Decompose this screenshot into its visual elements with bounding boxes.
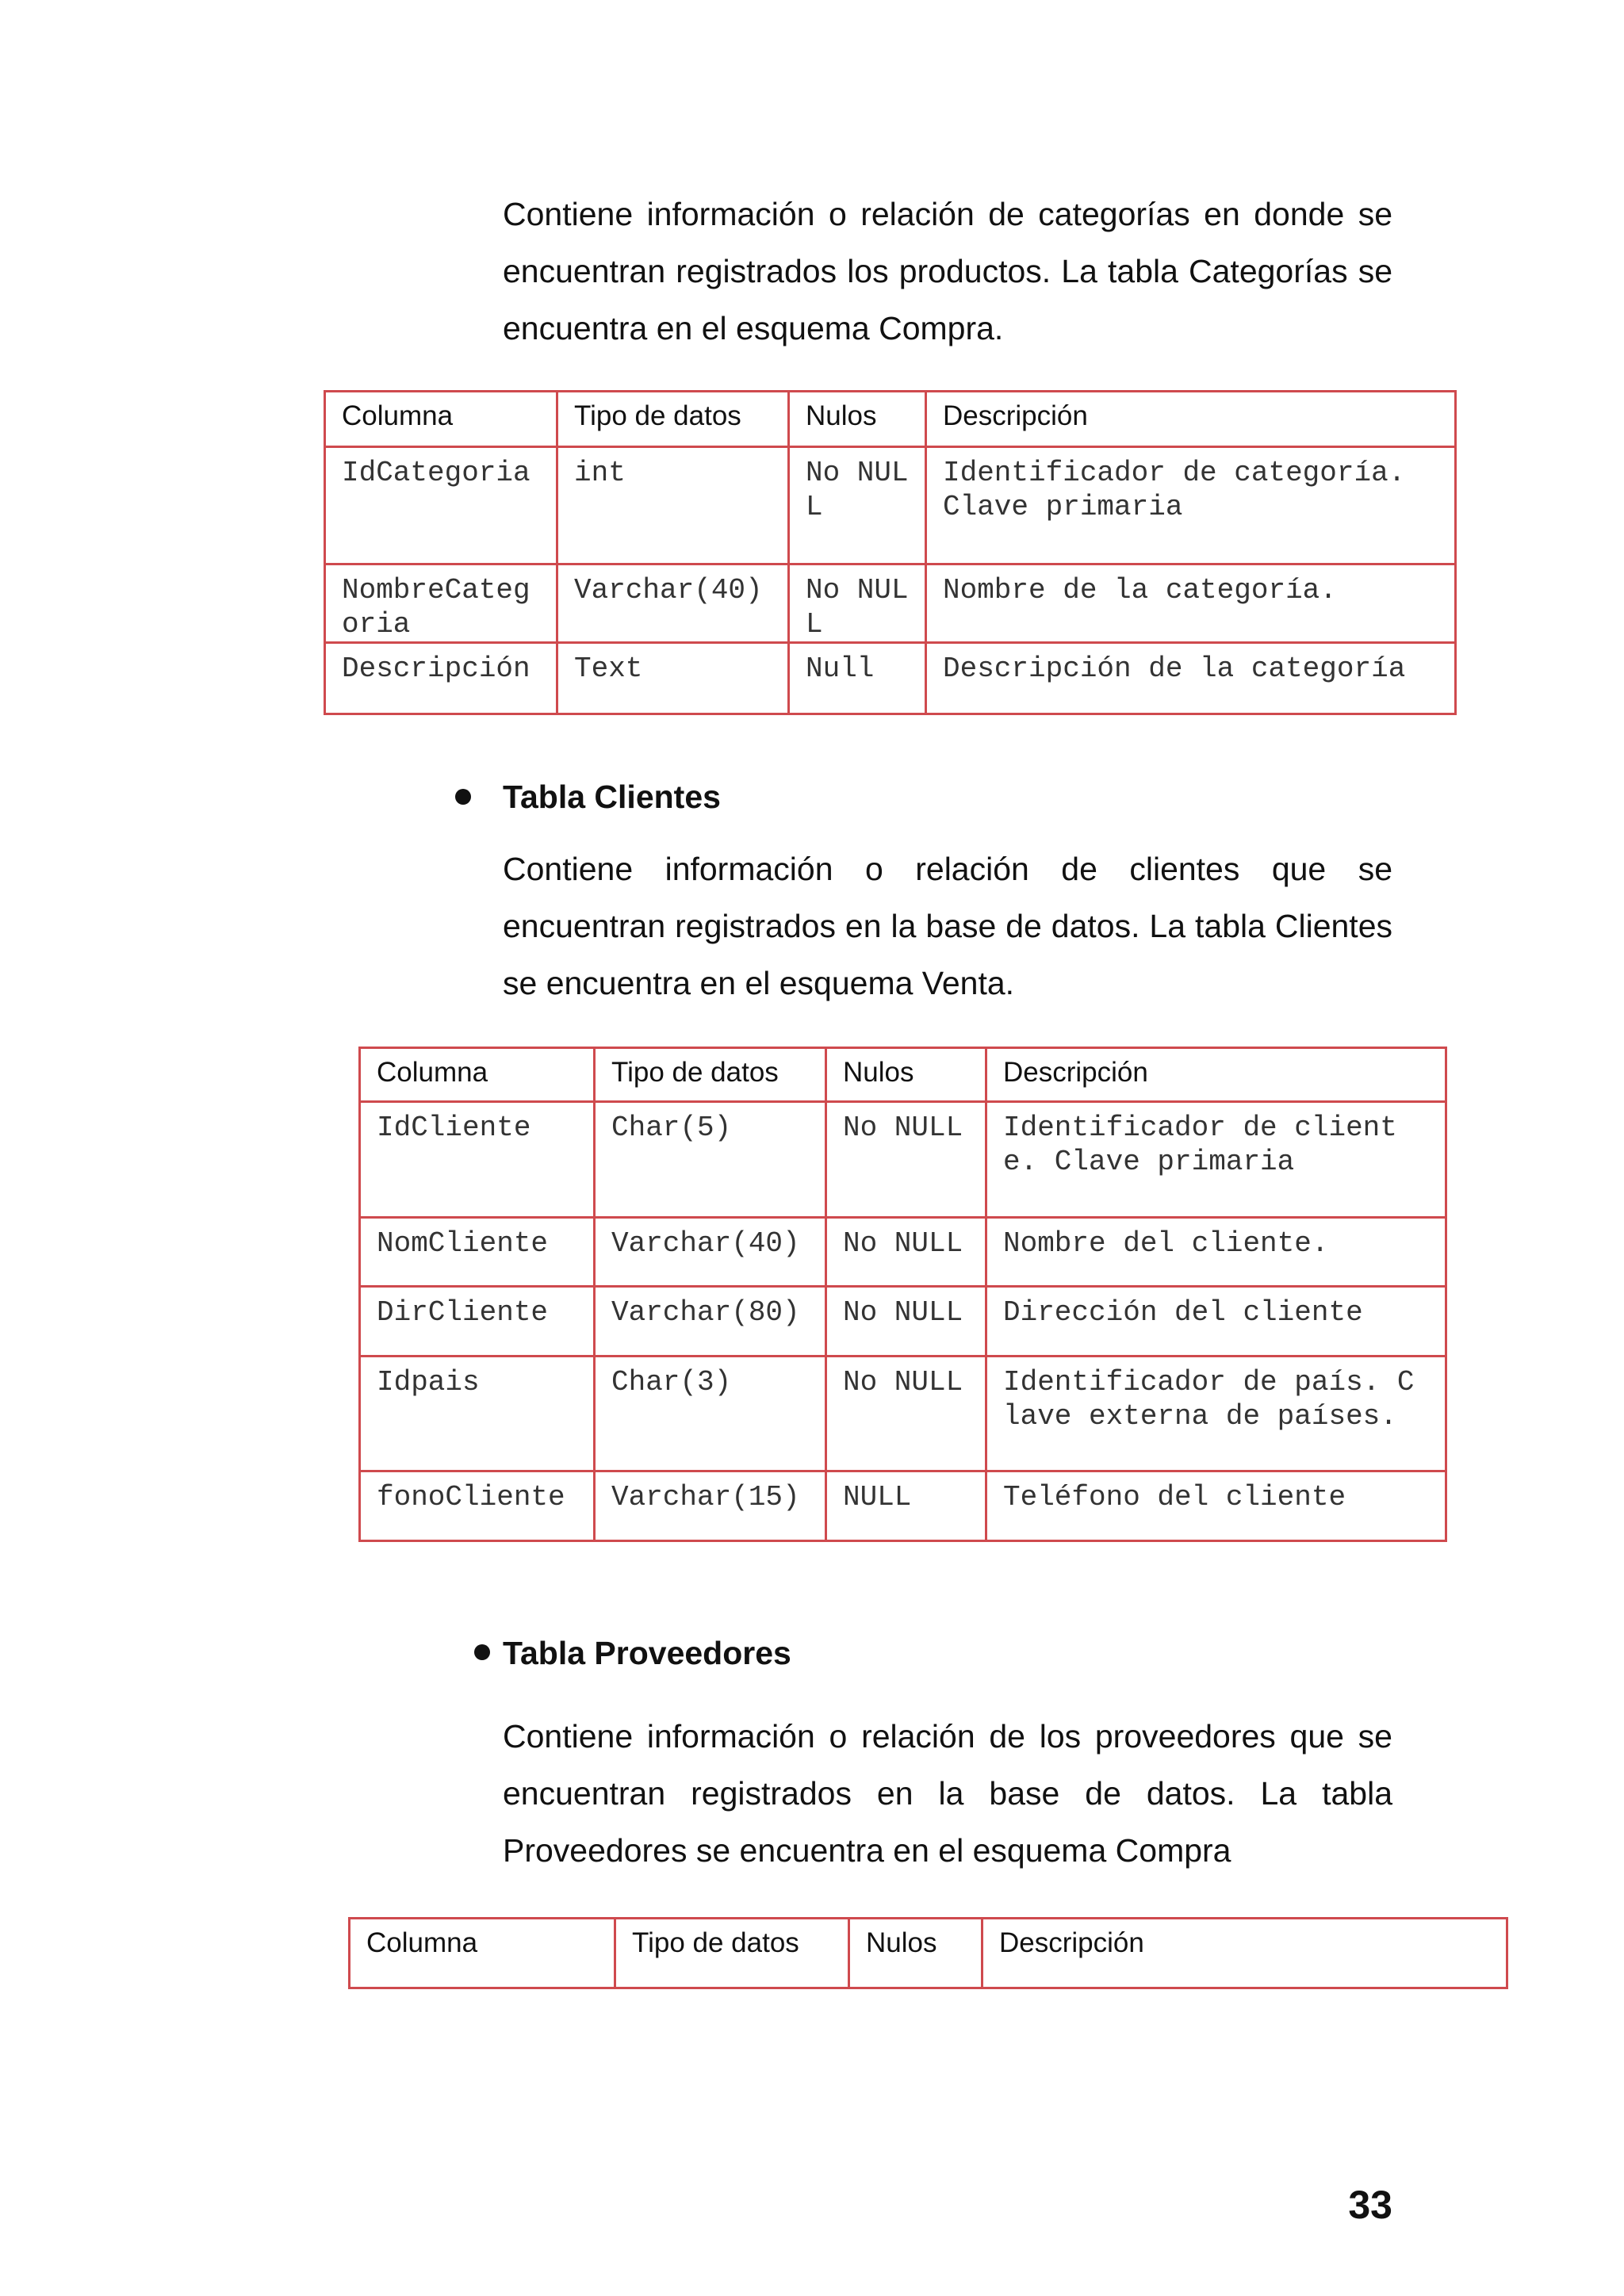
header-cell: Descripción (926, 392, 1456, 447)
categorias-intro: Contiene información o relación de categorías en donde se encuentran registrados los productos. La tabla Categorías se encuentra en el esquema Compra. (503, 196, 1392, 346)
table-cell: Nombre de la categoría. (926, 564, 1456, 643)
table-cell: Idpais (360, 1357, 595, 1471)
table-cell: IdCategoria (325, 447, 557, 564)
table-cell: Dirección del cliente (986, 1287, 1446, 1357)
table-cell: Descripción de la categoría (926, 643, 1456, 714)
table-cell: DirCliente (360, 1287, 595, 1357)
table-cell: int (557, 447, 789, 564)
table-cell: Identificador de categoría. Clave primaria (926, 447, 1456, 564)
table-cell: Varchar(40) (595, 1218, 826, 1287)
header-cell: Columna (325, 392, 557, 447)
header-cell: Descripción (982, 1919, 1507, 1988)
table-row (360, 1287, 1446, 1357)
bullet-icon (455, 789, 471, 805)
table-cell: Identificador de cliente. Clave primaria (986, 1102, 1446, 1218)
clientes-table (358, 1047, 1447, 1542)
bullet-icon (474, 1644, 490, 1660)
table-cell: Teléfono del cliente (986, 1471, 1446, 1541)
header-cell: Nulos (849, 1919, 982, 1988)
header-cell: Tipo de datos (615, 1919, 849, 1988)
header-cell: Columna (350, 1919, 615, 1988)
categorias-table (324, 390, 1457, 715)
table-row (325, 564, 1456, 643)
clientes-heading: Tabla Clientes (503, 779, 721, 815)
table-header-row (360, 1048, 1446, 1102)
header-cell: Tipo de datos (557, 392, 789, 447)
table-cell: Text (557, 643, 789, 714)
header-cell: Nulos (789, 392, 926, 447)
header-cell: Columna (360, 1048, 595, 1102)
table-row (360, 1218, 1446, 1287)
table-row (360, 1471, 1446, 1541)
page-number: 33 (1348, 2183, 1392, 2227)
table-cell: Varchar(40) (557, 564, 789, 643)
table-cell: Identificador de país. Clave externa de países. (986, 1357, 1446, 1471)
table-cell: Nombre del cliente. (986, 1218, 1446, 1287)
table-cell: IdCliente (360, 1102, 595, 1218)
table-row (360, 1357, 1446, 1471)
table-cell: Null (789, 643, 926, 714)
table-cell: Varchar(15) (595, 1471, 826, 1541)
proveedores-intro: Contiene información o relación de los proveedores que se encuentran registrados en la base de datos. La tabla Proveedores se encuentra en el esquema Compra (503, 1718, 1392, 1869)
table-cell: No NULL (826, 1102, 986, 1218)
table-row (325, 643, 1456, 714)
table-header-row (325, 392, 1456, 447)
table-row (360, 1102, 1446, 1218)
table-cell: Descripción (325, 643, 557, 714)
table-cell: fonoCliente (360, 1471, 595, 1541)
header-cell: Nulos (826, 1048, 986, 1102)
table-cell: No NULL (826, 1218, 986, 1287)
table-cell: NombreCategoria (325, 564, 557, 643)
proveedores-table (348, 1917, 1508, 1989)
table-cell: No NULL (826, 1357, 986, 1471)
header-cell: Tipo de datos (595, 1048, 826, 1102)
table-header-row (350, 1919, 1507, 1988)
table-cell: Varchar(80) (595, 1287, 826, 1357)
table-cell: NULL (826, 1471, 986, 1541)
header-cell: Descripción (986, 1048, 1446, 1102)
table-cell: Char(5) (595, 1102, 826, 1218)
table-cell: NomCliente (360, 1218, 595, 1287)
proveedores-heading: Tabla Proveedores (503, 1635, 791, 1671)
table-cell: No NULL (789, 447, 926, 564)
clientes-intro: Contiene información o relación de clientes que se encuentran registrados en la base de datos. La tabla Clientes se encuentra en el esquema Venta. (503, 851, 1392, 1001)
table-cell: No NULL (826, 1287, 986, 1357)
table-cell: No NULL (789, 564, 926, 643)
table-row (325, 447, 1456, 564)
table-cell: Char(3) (595, 1357, 826, 1471)
